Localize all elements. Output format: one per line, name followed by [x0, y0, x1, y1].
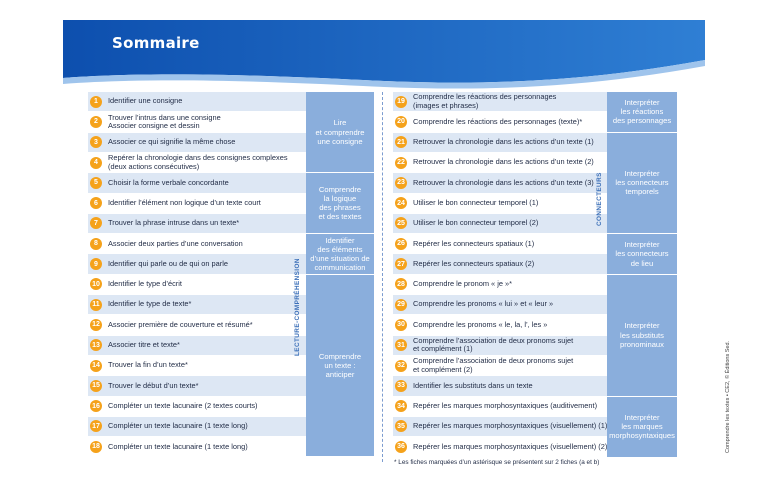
item-number-badge: 27: [395, 258, 407, 270]
left-vertical-label: LECTURE-COMPRÉHENSION: [294, 258, 301, 356]
page-title: Sommaire: [112, 34, 200, 52]
item-label: Comprendre les réactions des personnages (images et phrases): [413, 92, 557, 110]
item-label: Retrouver la chronologie dans les actions d’un texte (1): [413, 137, 594, 147]
item-number-badge: 6: [90, 197, 102, 209]
item-number-badge: 19: [395, 96, 407, 108]
header-banner: [63, 20, 705, 90]
item-label: Repérer les connecteurs spatiaux (2): [413, 258, 535, 268]
item-number-badge: 17: [90, 420, 102, 432]
item-label: Comprendre l’association de deux pronoms sujet et complément (1): [413, 335, 574, 354]
item-label: Comprendre les pronoms « lui » et « leur »: [413, 299, 554, 309]
right-vertical-label: CONNECTEURS: [596, 172, 603, 226]
item-number-badge: 15: [90, 380, 102, 392]
item-label: Identifier les substituts dans un texte: [413, 380, 533, 390]
theme-block: Interpréter les connecteurs de lieu: [607, 234, 677, 274]
item-number-badge: 35: [395, 420, 407, 432]
item-number-badge: 8: [90, 238, 102, 250]
item-label: Retrouver la chronologie dans les actions d’un texte (3): [413, 177, 594, 187]
item-number-badge: 20: [395, 116, 407, 128]
theme-block: Comprendre un texte : anticiper: [306, 275, 374, 457]
item-number-badge: 16: [90, 400, 102, 412]
item-label: Identifier une consigne: [108, 96, 183, 106]
theme-block: Comprendre la logique des phrases et des textes: [306, 173, 374, 233]
theme-block: Interpréter les réactions des personnages: [607, 92, 677, 132]
item-number-badge: 36: [395, 441, 407, 453]
item-number-badge: 4: [90, 157, 102, 169]
item-label: Repérer les marques morphosyntaxiques (visuellement) (2): [413, 441, 608, 451]
item-number-badge: 25: [395, 217, 407, 229]
item-number-badge: 23: [395, 177, 407, 189]
item-label: Utiliser le bon connecteur temporel (1): [413, 197, 539, 207]
item-label: Choisir la forme verbale concordante: [108, 177, 229, 187]
column-divider: [382, 92, 383, 462]
item-label: Trouver le début d’un texte*: [108, 380, 199, 390]
item-number-badge: 28: [395, 278, 407, 290]
item-label: Compléter un texte lacunaire (1 texte long): [108, 421, 248, 431]
item-label: Identifier l’élément non logique d’un texte court: [108, 197, 261, 207]
footnote: * Les fiches marquées d’un astérisque se présentent sur 2 fiches (a et b): [394, 459, 600, 466]
item-label: Utiliser le bon connecteur temporel (2): [413, 218, 539, 228]
item-number-badge: 9: [90, 258, 102, 270]
item-number-badge: 32: [395, 360, 407, 372]
theme-block: Lire et comprendre une consigne: [306, 92, 374, 172]
theme-block: Interpréter les marques morphosyntaxiques: [607, 397, 677, 457]
item-number-badge: 29: [395, 299, 407, 311]
header-wave: [63, 20, 705, 90]
item-label: Compléter un texte lacunaire (1 texte long): [108, 441, 248, 451]
item-number-badge: 10: [90, 278, 102, 290]
item-label: Identifier le type d’écrit: [108, 279, 182, 289]
item-number-badge: 5: [90, 177, 102, 189]
item-label: Trouver la fin d’un texte*: [108, 360, 188, 370]
item-number-badge: 34: [395, 400, 407, 412]
theme-block: Identifier des éléments d’une situation de communication: [306, 234, 374, 274]
item-number-badge: 7: [90, 217, 102, 229]
item-number-badge: 3: [90, 136, 102, 148]
item-label: Repérer la chronologie dans des consignes complexes (deux actions consécutives): [108, 153, 288, 171]
item-number-badge: 13: [90, 339, 102, 351]
item-number-badge: 18: [90, 441, 102, 453]
item-label: Comprendre l’association de deux pronoms sujet et complément (2): [413, 356, 574, 374]
item-label: Comprendre les réactions des personnages (texte)*: [413, 116, 583, 126]
item-label: Comprendre le pronom « je »*: [413, 279, 513, 289]
item-number-badge: 11: [90, 299, 102, 311]
item-number-badge: 21: [395, 136, 407, 148]
item-label: Compléter un texte lacunaire (2 textes courts): [108, 400, 258, 410]
item-number-badge: 31: [395, 339, 407, 351]
item-label: Identifier le type de texte*: [108, 299, 192, 309]
credit: Comprendre les textes • CE2, © Éditions Sed.: [725, 340, 731, 453]
item-number-badge: 33: [395, 380, 407, 392]
item-label: Associer titre et texte*: [108, 340, 180, 350]
item-label: Repérer les marques morphosyntaxiques (visuellement) (1): [413, 421, 608, 431]
item-label: Comprendre les pronoms « le, la, l’, les »: [413, 319, 548, 329]
item-number-badge: 2: [90, 116, 102, 128]
item-number-badge: 1: [90, 96, 102, 108]
item-label: Repérer les connecteurs spatiaux (1): [413, 238, 535, 248]
item-label: Associer deux parties d’une conversation: [108, 238, 243, 248]
item-number-badge: 24: [395, 197, 407, 209]
item-label: Identifier qui parle ou de qui on parle: [108, 258, 228, 268]
item-number-badge: 30: [395, 319, 407, 331]
item-number-badge: 26: [395, 238, 407, 250]
item-label: Associer ce qui signifie la même chose: [108, 137, 236, 147]
item-label: Retrouver la chronologie dans les actions d’un texte (2): [413, 157, 594, 167]
item-label: Repérer les marques morphosyntaxiques (auditivement): [413, 400, 598, 410]
item-number-badge: 14: [90, 360, 102, 372]
theme-block: Interpréter les substituts pronominaux: [607, 275, 677, 396]
item-label: Trouver l’intrus dans une consigne Associer consigne et dessin: [108, 112, 221, 130]
item-number-badge: 22: [395, 157, 407, 169]
theme-block: Interpréter les connecteurs temporels: [607, 133, 677, 234]
item-label: Associer première de couverture et résumé*: [108, 319, 253, 329]
item-label: Trouver la phrase intruse dans un texte*: [108, 218, 240, 228]
item-number-badge: 12: [90, 319, 102, 331]
